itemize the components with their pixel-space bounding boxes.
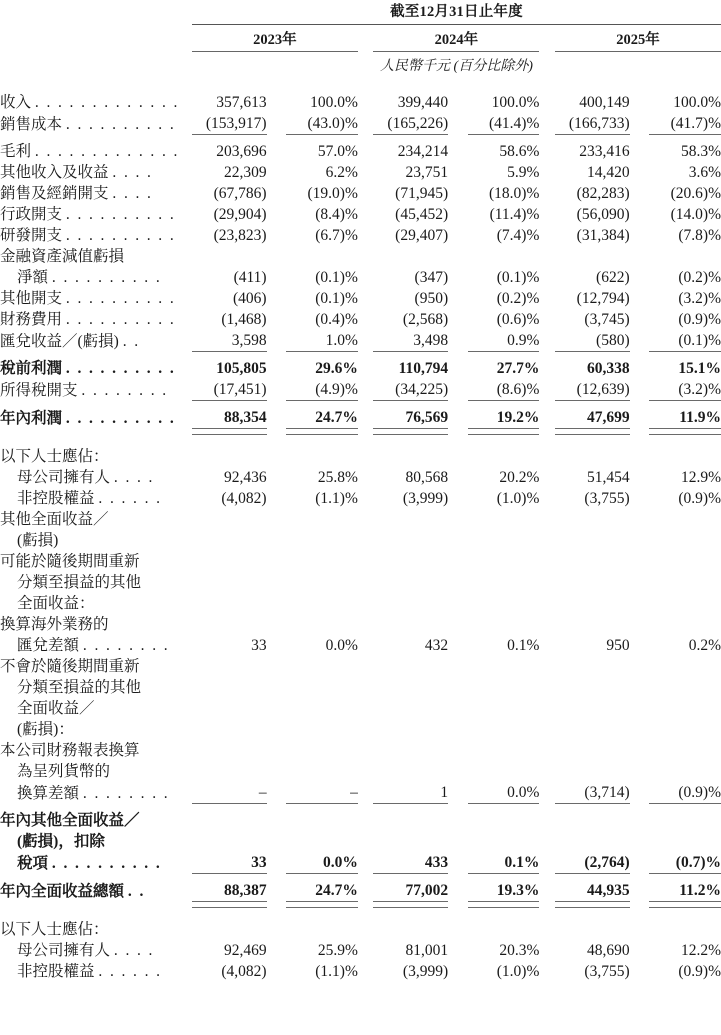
table-row-nci-1 [0, 488, 721, 509]
cell-admin-2024-amount: (45,452) [395, 206, 449, 223]
table-row-noreclass-line2 [0, 677, 721, 698]
cell-rnd-2023-pct: (6.7)% [315, 227, 358, 244]
table-row-total-oci-line2 [0, 831, 721, 852]
table-row-finance-costs [0, 309, 721, 330]
cell-cos-2024-amount: (165,226) [387, 115, 449, 132]
row-label-oci-heading-line1: 其他全面收益／ [0, 511, 109, 528]
row-label-oci-heading-line2: (虧損) [17, 532, 59, 549]
table-row-oci-heading-line1 [0, 509, 721, 530]
norecl-l1-empty [192, 656, 721, 677]
total-oci-l2-empty [192, 831, 721, 852]
cell-pbt-2023-amount: 105,805 [216, 360, 267, 377]
cell-fx-2025-pct: (0.1)% [678, 332, 721, 349]
cell-nci2-2023-pct: (1.1)% [315, 963, 358, 980]
row-label-fx-translation-diff: 匯兌差額 . . . . . . . . [17, 637, 170, 654]
norecl-l3-empty [192, 698, 721, 719]
row-label-noreclass-line4: (虧損)： [17, 721, 74, 738]
header-spacer [0, 0, 192, 25]
gap-after-profit [0, 435, 721, 447]
header-period-label: 截至12月31日止年度 [390, 4, 523, 20]
table-row-presentation-diff [0, 782, 721, 804]
cell-sell-2023-amount: (67,786) [213, 185, 267, 202]
cell-impair-2025-amount: (622) [596, 269, 630, 286]
cell-rnd-2024-pct: (7.4)% [496, 227, 540, 244]
cell-fx-2024-amount: 3,498 [413, 332, 449, 349]
row-label-admin-expenses: 行政開支 . . . . . . . . . . [0, 206, 176, 223]
row-label-attributable-heading-2: 以下人士應佔： [0, 921, 109, 938]
cell-fx-2023-amount: 3,598 [231, 332, 267, 349]
cell-othexp-2024-amount: (950) [414, 290, 449, 307]
row-label-presentation-line1: 本公司財務報表換算 [0, 742, 140, 759]
cell-tci-2025-pct: 11.2% [679, 882, 721, 899]
cell-py-2025-pct: 11.9% [679, 409, 721, 426]
cell-admin-2024-pct: (11.4)% [489, 206, 540, 223]
cell-toci-2024-pct: 0.1% [504, 854, 540, 871]
table-row-attributable-heading-2 [0, 919, 721, 940]
cell-nci2-2025-pct: (0.9)% [678, 963, 721, 980]
pres-l2-empty [192, 761, 721, 782]
row-label-other-income: 其他收入及收益 . . . . [0, 164, 153, 181]
pres-l1-empty [192, 740, 721, 761]
cell-pbt-2024-pct: 27.7% [496, 360, 540, 377]
impairment-line1-empty [192, 246, 721, 267]
row-label-revenue: 收入 . . . . . . . . . . . . . [0, 94, 180, 111]
table-row-nci-2 [0, 961, 721, 982]
cell-othexp-2024-pct: (0.2)% [496, 290, 540, 307]
oci-head-l2-empty [192, 530, 721, 551]
cell-revenue-2024-pct: 100.0% [491, 94, 540, 111]
table-row-impairment-line1 [0, 246, 721, 267]
cell-oi-2024-amount: 23,751 [405, 164, 449, 181]
cell-py-2024-pct: 19.2% [496, 409, 540, 426]
row-label-owners-of-parent-2: 母公司擁有人 . . . . [17, 942, 155, 959]
cell-cos-2023-pct: (43.0)% [307, 115, 358, 132]
cell-fxtr-2025-amount: 950 [606, 637, 630, 654]
cell-tci-2024-pct: 19.3% [496, 882, 540, 899]
row-label-gross-profit: 毛利 . . . . . . . . . . . . . [0, 143, 180, 160]
table-row-rnd-expenses [0, 225, 721, 246]
row-label-reclass-line3: 全面收益： [17, 595, 95, 612]
cell-own2-2024-pct: 20.3% [499, 942, 540, 959]
cell-impair-2024-pct: (0.1)% [496, 269, 540, 286]
cell-oi-2024-pct: 5.9% [507, 164, 540, 181]
cell-admin-2025-amount: (56,090) [576, 206, 630, 223]
cell-pbt-2025-pct: 15.1% [678, 360, 721, 377]
table-row-total-oci-tax [0, 852, 721, 874]
cell-tax-2023-pct: (4.9)% [315, 381, 358, 398]
cell-impair-2025-pct: (0.2)% [678, 269, 721, 286]
cell-fin-2024-pct: (0.6)% [496, 311, 540, 328]
cell-cos-2025-amount: (166,733) [568, 115, 630, 132]
cell-nci2-2024-pct: (1.0)% [496, 963, 540, 980]
cell-pres-2023-pct: – [350, 784, 358, 801]
cell-tax-2025-pct: (3.2)% [678, 381, 721, 398]
cell-rnd-2025-pct: (7.8)% [678, 227, 721, 244]
cell-sell-2023-pct: (19.0)% [307, 185, 358, 202]
cell-rnd-2025-amount: (31,384) [576, 227, 630, 244]
row-label-reclass-line2: 分類至損益的其他 [17, 574, 142, 591]
cell-admin-2023-pct: (8.4)% [315, 206, 358, 223]
cell-own1-2024-amount: 80,568 [405, 469, 449, 486]
cell-nci1-2025-pct: (0.9)% [678, 490, 721, 507]
row-label-presentation-line2: 為呈列貨幣的 [17, 763, 111, 780]
row-label-attributable-heading-1: 以下人士應佔： [0, 448, 109, 465]
table-row-cost-of-sales [0, 113, 721, 135]
row-label-owners-of-parent-1: 母公司擁有人 . . . . [17, 469, 155, 486]
row-label-cost-of-sales: 銷售成本 . . . . . . . . . . [0, 115, 176, 133]
cell-own2-2025-pct: 12.2% [680, 942, 721, 959]
unit-spacer [0, 52, 192, 77]
cell-own1-2023-pct: 25.8% [317, 469, 358, 486]
header-year-spacer [0, 25, 192, 52]
row-label-noreclass-line1: 不會於隨後期間重新 [0, 658, 140, 675]
table-row-fx-translation-diff [0, 635, 721, 656]
total-oci-l1-empty [192, 810, 721, 831]
cell-admin-2025-pct: (14.0)% [670, 206, 721, 223]
table-row-impairment-net [0, 267, 721, 288]
cell-cos-2025-pct: (41.7)% [670, 115, 721, 132]
cell-own1-2024-pct: 20.2% [499, 469, 540, 486]
table-row-owners-of-parent-2 [0, 940, 721, 961]
cell-py-2023-amount: 88,354 [223, 409, 267, 426]
cell-pres-2025-amount: (3,714) [584, 784, 630, 801]
table-row-income-tax [0, 379, 721, 401]
row-label-total-oci-line2: (虧損)，扣除 [17, 833, 105, 850]
cell-gp-2024-amount: 234,214 [397, 143, 449, 160]
cell-revenue-2025-pct: 100.0% [673, 94, 721, 111]
cell-fin-2024-amount: (2,568) [402, 311, 449, 328]
cell-revenue-2025-amount: 400,149 [579, 94, 630, 111]
cell-fx-2023-pct: 1.0% [325, 332, 358, 349]
gap-row-after-total-ci [0, 908, 721, 920]
row-label-noreclass-line3: 全面收益／ [17, 700, 95, 717]
cell-pbt-2023-pct: 29.6% [315, 360, 358, 377]
cell-fin-2025-amount: (3,745) [584, 311, 630, 328]
cell-nci2-2023-amount: (4,082) [221, 963, 267, 980]
header-unit-label: 人民幣千元 (百分比除外) [380, 59, 533, 74]
cell-py-2024-amount: 76,569 [405, 409, 449, 426]
cell-own1-2025-amount: 51,454 [587, 469, 630, 486]
cell-toci-2023-amount: 33 [251, 854, 267, 871]
cell-sell-2025-amount: (82,283) [576, 185, 630, 202]
table-row-reclass-line2 [0, 572, 721, 593]
header-year-gap-2 [539, 25, 555, 52]
table-row-admin-expenses [0, 204, 721, 225]
row-label-fx-translation-line1: 換算海外業務的 [0, 616, 109, 633]
cell-pres-2024-pct: 0.0% [507, 784, 540, 801]
cell-nci1-2025-amount: (3,755) [584, 490, 630, 507]
table-row-oci-heading-line2 [0, 530, 721, 551]
table-row-noreclass-line3 [0, 698, 721, 719]
attrib-head-1-empty [192, 446, 721, 467]
cell-tci-2023-pct: 24.7% [315, 882, 358, 899]
header-year-gap-1 [358, 25, 374, 52]
cell-oi-2023-amount: 22,309 [223, 164, 267, 181]
table-row-noreclass-line4 [0, 719, 721, 740]
table-row-reclass-line3 [0, 593, 721, 614]
cell-oi-2025-pct: 3.6% [688, 164, 721, 181]
cell-own2-2023-amount: 92,469 [223, 942, 267, 959]
cell-tci-2023-amount: 88,387 [223, 882, 267, 899]
cell-own2-2024-amount: 81,001 [405, 942, 449, 959]
cell-admin-2023-amount: (29,904) [213, 206, 267, 223]
norecl-l4-empty [192, 719, 721, 740]
row-label-nci-1: 非控股權益 . . . . . . [17, 490, 162, 507]
norecl-l2-empty [192, 677, 721, 698]
cell-fx-2024-pct: 0.9% [507, 332, 540, 349]
cell-oi-2023-pct: 6.2% [325, 164, 358, 181]
header-bottom-spacer-row [0, 77, 721, 92]
cell-sell-2025-pct: (20.6)% [670, 185, 721, 202]
recl-l2-empty [192, 572, 721, 593]
row-label-noreclass-line2: 分類至損益的其他 [17, 679, 142, 696]
cell-othexp-2025-amount: (12,794) [576, 290, 630, 307]
table-row-fx-gain-loss [0, 330, 721, 352]
cell-gp-2024-pct: 58.6% [499, 143, 540, 160]
table-row-other-expenses [0, 288, 721, 309]
row-label-other-expenses: 其他開支 . . . . . . . . . . [0, 290, 176, 307]
cell-impair-2024-amount: (347) [414, 269, 449, 286]
cell-fxtr-2024-pct: 0.1% [507, 637, 540, 654]
table-row-reclass-line1 [0, 551, 721, 572]
cell-fin-2025-pct: (0.9)% [678, 311, 721, 328]
cell-pres-2024-amount: 1 [440, 784, 449, 801]
header-unit-row [0, 52, 721, 77]
row-label-total-oci-line1: 年內其他全面收益／ [0, 812, 140, 829]
row-label-impairment-net: 淨額 . . . . . . . . . . [17, 269, 162, 286]
row-label-reclass-line1: 可能於隨後期間重新 [0, 553, 140, 570]
cell-cos-2023-amount: (153,917) [205, 115, 267, 132]
row-label-total-comprehensive-income: 年內全面收益總額 . . [0, 882, 146, 900]
header-year-2023: 2023年 [253, 32, 297, 48]
table-row-owners-of-parent-1 [0, 467, 721, 488]
table-row-fx-translation-line1 [0, 614, 721, 635]
cell-tax-2025-amount: (12,639) [576, 381, 630, 398]
table-row-selling-expenses [0, 183, 721, 204]
header-years-row [0, 25, 721, 52]
cell-revenue-2023-amount: 357,613 [216, 94, 267, 111]
cell-fxtr-2024-amount: 432 [424, 637, 449, 654]
cell-nci1-2024-pct: (1.0)% [496, 490, 540, 507]
row-label-nci-2: 非控股權益 . . . . . . [17, 963, 162, 980]
cell-tax-2024-amount: (34,225) [395, 381, 449, 398]
cell-oi-2025-amount: 14,420 [587, 164, 630, 181]
cell-toci-2025-pct: (0.7)% [675, 854, 721, 871]
row-label-profit-for-year: 年內利潤 . . . . . . . . . . [0, 409, 176, 427]
table-row-profit-for-year [0, 407, 721, 429]
cell-impair-2023-pct: (0.1)% [315, 269, 358, 286]
cell-own1-2023-amount: 92,436 [223, 469, 267, 486]
cell-gp-2023-amount: 203,696 [216, 143, 267, 160]
cell-tci-2025-amount: 44,935 [587, 882, 630, 899]
table-row-other-income [0, 162, 721, 183]
row-label-income-tax: 所得稅開支 . . . . . . . . [0, 381, 169, 399]
cell-othexp-2023-pct: (0.1)% [315, 290, 358, 307]
gap-row-after-profit [0, 435, 721, 447]
table-row-gross-profit [0, 141, 721, 162]
cell-gp-2025-pct: 58.3% [680, 143, 721, 160]
cell-revenue-2024-amount: 399,440 [397, 94, 449, 111]
table-row-revenue [0, 92, 721, 113]
cell-nci2-2024-amount: (3,999) [402, 963, 449, 980]
cell-own2-2023-pct: 25.9% [317, 942, 358, 959]
recl-l1-empty [192, 551, 721, 572]
header-year-2024: 2024年 [434, 32, 479, 48]
cell-fin-2023-amount: (1,468) [221, 311, 267, 328]
table-row-total-comprehensive-income [0, 880, 721, 902]
cell-pbt-2025-amount: 60,338 [587, 360, 630, 377]
cell-sell-2024-pct: (18.0)% [489, 185, 540, 202]
cell-pres-2025-pct: (0.9)% [678, 784, 721, 801]
cell-gp-2025-amount: 233,416 [579, 143, 630, 160]
header-year-2025: 2025年 [616, 32, 660, 48]
cell-tax-2023-amount: (17,451) [213, 381, 267, 398]
row-label-fx-gain-loss: 匯兌收益／(虧損) . . [0, 332, 141, 350]
attrib-head-2-empty [192, 919, 721, 940]
row-label-rnd-expenses: 研發開支 . . . . . . . . . . [0, 227, 176, 244]
cell-nci1-2024-amount: (3,999) [402, 490, 449, 507]
table-row-attributable-heading-1 [0, 446, 721, 467]
cell-pbt-2024-amount: 110,794 [398, 360, 449, 377]
cell-impair-2023-amount: (411) [233, 269, 267, 286]
cell-own1-2025-pct: 12.9% [680, 469, 721, 486]
cell-gp-2023-pct: 57.0% [317, 143, 358, 160]
cell-rnd-2023-amount: (23,823) [213, 227, 267, 244]
cell-tci-2024-amount: 77,002 [405, 882, 449, 899]
cell-fin-2023-pct: (0.4)% [315, 311, 358, 328]
cell-toci-2025-amount: (2,764) [584, 854, 630, 871]
cell-fxtr-2023-pct: 0.0% [325, 637, 358, 654]
table-row-total-oci-line1 [0, 810, 721, 831]
cell-toci-2024-amount: 433 [424, 854, 449, 871]
cell-toci-2023-pct: 0.0% [323, 854, 358, 871]
table-row-presentation-line1 [0, 740, 721, 761]
row-label-selling-expenses: 銷售及經銷開支 . . . . [0, 185, 153, 202]
cell-othexp-2025-pct: (3.2)% [678, 290, 721, 307]
table-row-noreclass-line1 [0, 656, 721, 677]
cell-nci2-2025-amount: (3,755) [584, 963, 630, 980]
cell-cos-2024-pct: (41.4)% [489, 115, 540, 132]
oci-head-l1-empty [192, 509, 721, 530]
cell-sell-2024-amount: (71,945) [395, 185, 449, 202]
header-period-row [0, 0, 721, 25]
cell-nci1-2023-pct: (1.1)% [315, 490, 358, 507]
table-row-presentation-line2 [0, 761, 721, 782]
row-label-finance-costs: 財務費用 . . . . . . . . . . [0, 311, 176, 328]
cell-revenue-2023-pct: 100.0% [310, 94, 358, 111]
cell-fxtr-2023-amount: 33 [251, 637, 267, 654]
fxtrans-l1-empty [192, 614, 721, 635]
gap-after-total-ci [0, 908, 721, 920]
cell-fxtr-2025-pct: 0.2% [688, 637, 721, 654]
row-label-profit-before-tax: 稅前利潤 . . . . . . . . . . [0, 360, 176, 377]
row-label-presentation-diff: 換算差額 . . . . . . . . [17, 784, 170, 802]
cell-tax-2024-pct: (8.6)% [496, 381, 540, 398]
cell-nci1-2023-amount: (4,082) [221, 490, 267, 507]
cell-fx-2025-amount: (580) [596, 332, 630, 349]
header-bottom-spacer [0, 77, 721, 92]
cell-py-2025-amount: 47,699 [587, 409, 630, 426]
row-label-total-oci-tax: 稅項 . . . . . . . . . . [17, 854, 162, 872]
cell-othexp-2023-amount: (406) [233, 290, 267, 307]
cell-own2-2025-amount: 48,690 [587, 942, 630, 959]
row-label-impairment-line1: 金融資產減值虧損 [0, 248, 125, 265]
table-row-profit-before-tax [0, 358, 721, 379]
cell-pres-2023-amount: – [258, 784, 267, 801]
cell-rnd-2024-amount: (29,407) [395, 227, 449, 244]
recl-l3-empty [192, 593, 721, 614]
cell-py-2023-pct: 24.7% [315, 409, 358, 426]
